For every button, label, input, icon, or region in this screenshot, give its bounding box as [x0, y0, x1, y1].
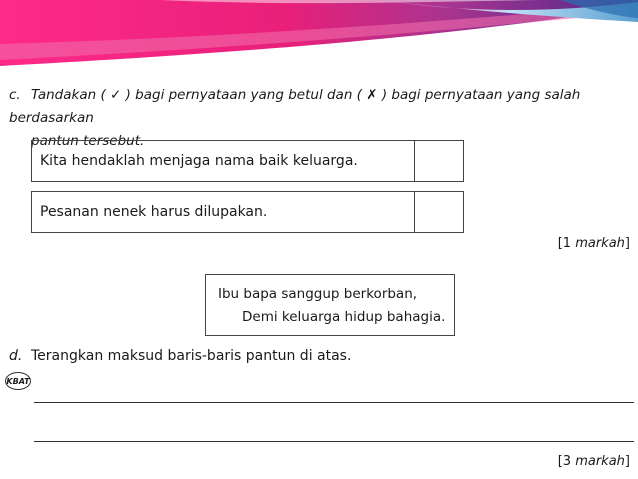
- marks-c: [1 markah]: [557, 236, 630, 251]
- statement-text-2: Pesanan nenek harus dilupakan.: [32, 192, 415, 232]
- answer-box-1[interactable]: [415, 141, 463, 181]
- header-banner: [0, 0, 638, 78]
- pantun-box: [205, 274, 455, 336]
- question-d-text: Terangkan maksud baris-baris pantun di atas.: [31, 348, 352, 364]
- question-c-text: Tandakan ( ✓ ) bagi pernyataan yang betul dan ( ✗ ) bagi pernyataan yang salah berdasarkan: [9, 87, 581, 126]
- question-d: [9, 348, 351, 364]
- statement-row-2: [31, 191, 464, 233]
- pantun-line-1: Ibu bapa sanggup berkorban,: [218, 286, 418, 302]
- pantun-line-2: Demi keluarga hidup bahagia.: [242, 309, 446, 325]
- answer-line-2[interactable]: [34, 441, 634, 442]
- kbat-badge-icon: KBAT: [5, 372, 31, 390]
- question-c-number: c.: [9, 87, 21, 103]
- question-c-text-continued: pantun tersebut.: [31, 133, 145, 149]
- answer-box-2[interactable]: [415, 192, 463, 232]
- question-d-number: d.: [9, 348, 23, 364]
- statement-row-1: [31, 140, 464, 182]
- answer-line-1[interactable]: [34, 402, 634, 403]
- statement-text-1: Kita hendaklah menjaga nama baik keluarga.: [32, 141, 415, 181]
- marks-d: [3 markah]: [557, 454, 630, 469]
